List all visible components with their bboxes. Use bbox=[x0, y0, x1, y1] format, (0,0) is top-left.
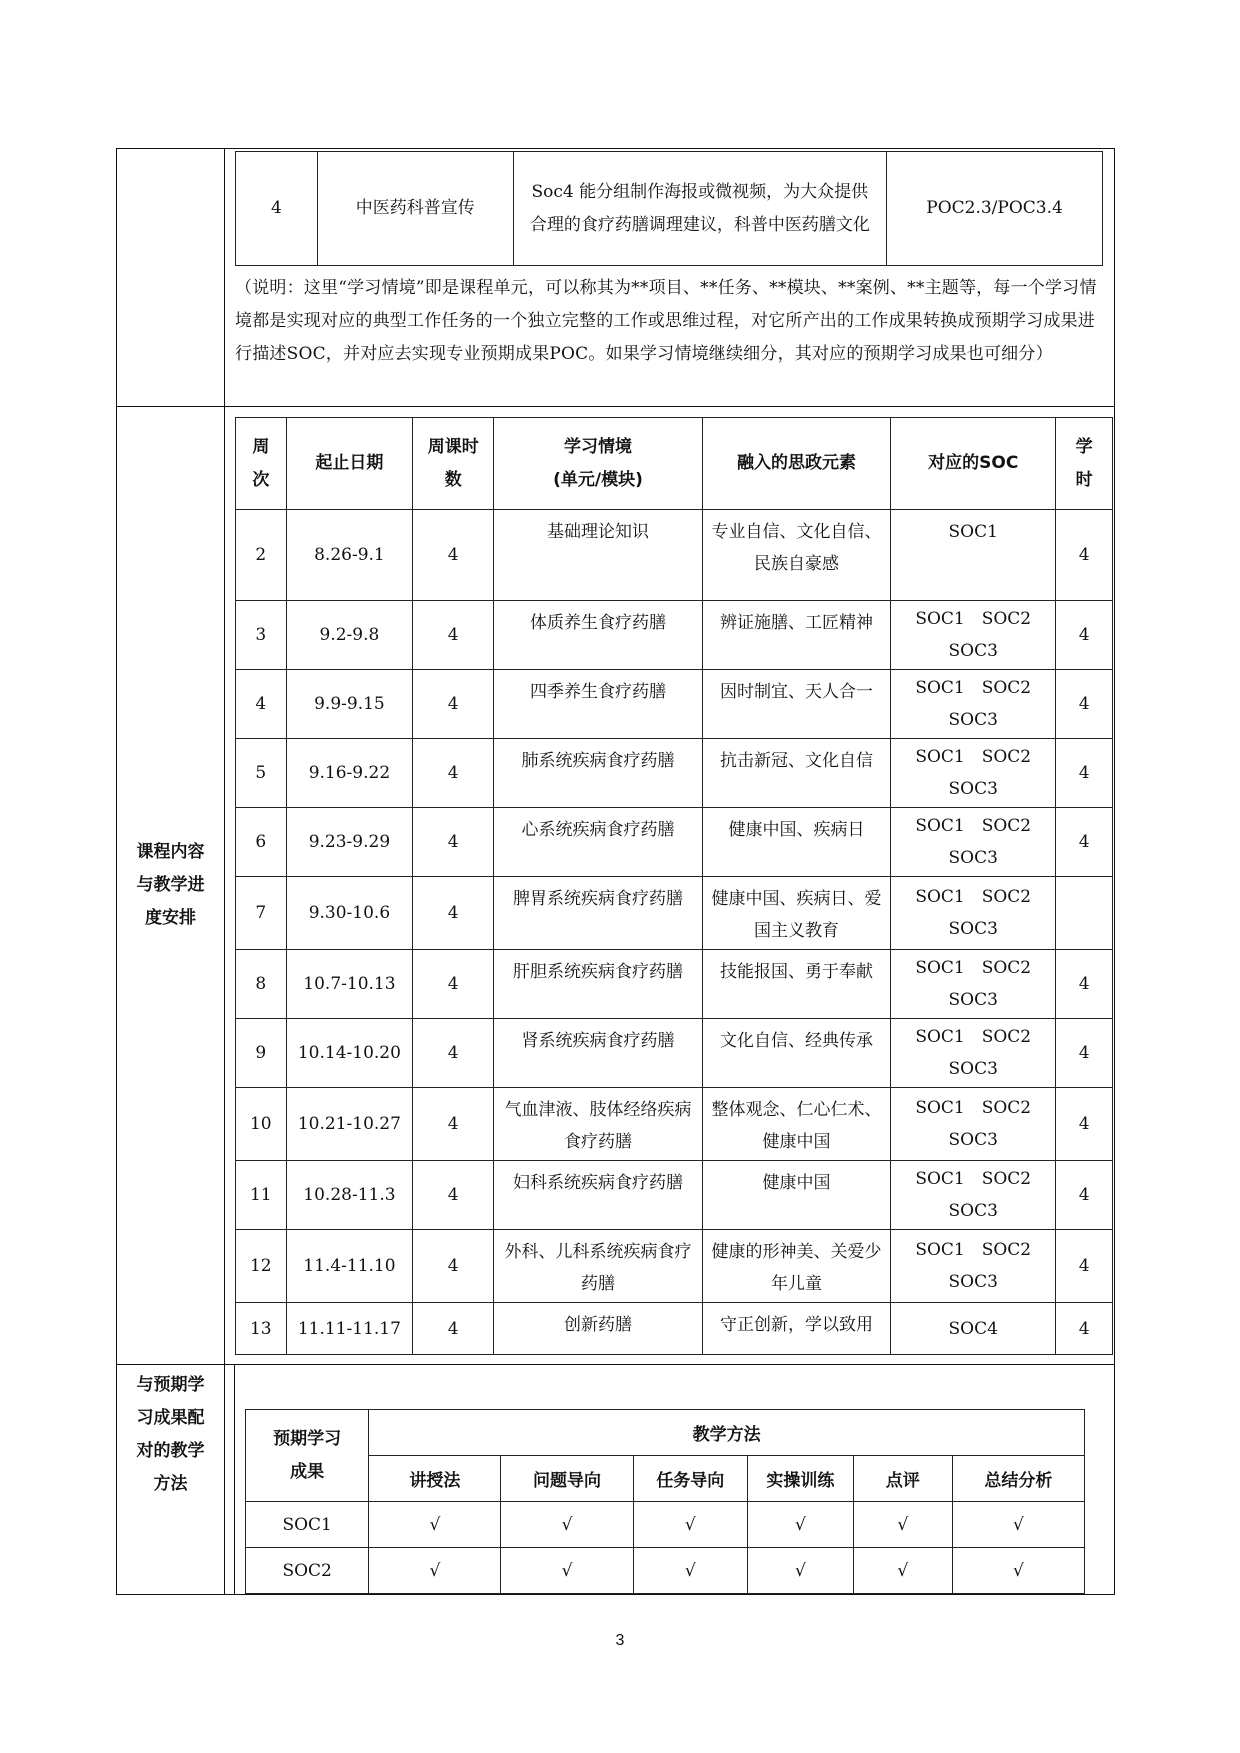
schedule-content bbox=[225, 407, 1115, 1365]
dates-cell: 9.30-10.6 bbox=[286, 877, 413, 950]
check-mark-cell: √ bbox=[853, 1548, 952, 1594]
hours-cell: 4 bbox=[1056, 950, 1113, 1019]
ideology-cell: 健康中国、疾病日 bbox=[702, 808, 890, 877]
soc-cell: SOC1 bbox=[891, 510, 1056, 601]
header-situation bbox=[494, 418, 703, 510]
check-mark-cell: √ bbox=[952, 1548, 1084, 1594]
header-soc: 对应的SOC bbox=[891, 418, 1056, 510]
ideology-cell: 文化自信、经典传承 bbox=[702, 1019, 890, 1088]
dates-cell: 11.11-11.17 bbox=[286, 1303, 413, 1355]
table-row bbox=[246, 1502, 1085, 1548]
situation-cell: 肺系统疾病食疗药膳 bbox=[494, 739, 703, 808]
check-mark-cell: √ bbox=[748, 1502, 854, 1548]
header-ideology: 融入的思政元素 bbox=[702, 418, 890, 510]
situation-no: 4 bbox=[236, 152, 318, 266]
week-cell: 7 bbox=[236, 877, 287, 950]
table-row bbox=[236, 670, 1113, 739]
situation-name: 中医药科普宣传 bbox=[317, 152, 513, 266]
situation-cell: 创新药膳 bbox=[494, 1303, 703, 1355]
hours-cell: 4 bbox=[1056, 1019, 1113, 1088]
gap-cell bbox=[225, 1365, 235, 1595]
methods-table bbox=[245, 1409, 1085, 1594]
hours-per-week-cell: 4 bbox=[413, 1019, 494, 1088]
week-cell: 12 bbox=[236, 1230, 287, 1303]
table-row bbox=[236, 1161, 1113, 1230]
week-cell: 10 bbox=[236, 1088, 287, 1161]
dates-cell: 10.28-11.3 bbox=[286, 1161, 413, 1230]
hours-per-week-cell: 4 bbox=[413, 601, 494, 670]
outcome-cell: SOC1 bbox=[246, 1502, 369, 1548]
header-outcome: 预期学习成果 bbox=[246, 1410, 369, 1502]
section-label-methods bbox=[117, 1365, 225, 1595]
situation-cell: 气血津液、肢体经络疾病食疗药膳 bbox=[494, 1088, 703, 1161]
method-column-header: 任务导向 bbox=[633, 1456, 748, 1502]
situation-poc: POC2.3/POC3.4 bbox=[887, 152, 1103, 266]
table-row bbox=[236, 1230, 1113, 1303]
hours-per-week-cell: 4 bbox=[413, 808, 494, 877]
situation-content bbox=[225, 149, 1115, 407]
soc-cell: SOC1 SOC2 SOC3 bbox=[891, 1161, 1056, 1230]
dates-cell: 9.16-9.22 bbox=[286, 739, 413, 808]
soc-cell: SOC1 SOC2 SOC3 bbox=[891, 601, 1056, 670]
header-hours: 学时 bbox=[1056, 418, 1113, 510]
hours-cell: 4 bbox=[1056, 1230, 1113, 1303]
ideology-cell: 健康中国 bbox=[702, 1161, 890, 1230]
table-row bbox=[236, 1019, 1113, 1088]
hours-cell bbox=[1056, 877, 1113, 950]
hours-per-week-cell: 4 bbox=[413, 670, 494, 739]
situation-cell: 体质养生食疗药膳 bbox=[494, 601, 703, 670]
soc-cell: SOC1 SOC2 SOC3 bbox=[891, 950, 1056, 1019]
page-number: 3 bbox=[615, 1632, 625, 1649]
explanation-note: （说明：这里“学习情境”即是课程单元，可以称其为**项目、**任务、**模块、**案例、**主题等，每一个学习情境都是实现对应的典型工作任务的一个独立完整的工作或思维过程，对它所产出的工作成果转换成预期学习成果进行描述SOC，并对应去实现专业预期成果POC。如果学习情境继续细分，其对应的预期学习成果也可细分） bbox=[235, 278, 1097, 364]
soc-cell: SOC1 SOC2 SOC3 bbox=[891, 1019, 1056, 1088]
table-row bbox=[236, 877, 1113, 950]
situation-cell: 四季养生食疗药膳 bbox=[494, 670, 703, 739]
hours-per-week-cell: 4 bbox=[413, 1161, 494, 1230]
check-mark-cell: √ bbox=[952, 1502, 1084, 1548]
method-column-header: 实操训练 bbox=[748, 1456, 854, 1502]
soc-cell: SOC1 SOC2 SOC3 bbox=[891, 808, 1056, 877]
methods-header-row-2 bbox=[246, 1456, 1085, 1502]
soc-cell: SOC4 bbox=[891, 1303, 1056, 1355]
dates-cell: 9.2-9.8 bbox=[286, 601, 413, 670]
hours-cell: 4 bbox=[1056, 808, 1113, 877]
ideology-cell: 技能报国、勇于奉献 bbox=[702, 950, 890, 1019]
week-cell: 4 bbox=[236, 670, 287, 739]
section-label-schedule bbox=[117, 407, 225, 1365]
situation-cell: 脾胃系统疾病食疗药膳 bbox=[494, 877, 703, 950]
dates-cell: 8.26-9.1 bbox=[286, 510, 413, 601]
methods-content bbox=[235, 1365, 1115, 1595]
hours-cell: 4 bbox=[1056, 1303, 1113, 1355]
table-row bbox=[236, 601, 1113, 670]
situation-cell: 基础理论知识 bbox=[494, 510, 703, 601]
table-row bbox=[236, 1303, 1113, 1355]
header-week: 周次 bbox=[236, 418, 287, 510]
week-cell: 8 bbox=[236, 950, 287, 1019]
situation-table bbox=[235, 151, 1103, 266]
ideology-cell: 整体观念、仁心仁术、健康中国 bbox=[702, 1088, 890, 1161]
hours-cell: 4 bbox=[1056, 670, 1113, 739]
table-row bbox=[236, 1088, 1113, 1161]
week-cell: 11 bbox=[236, 1161, 287, 1230]
hours-per-week-cell: 4 bbox=[413, 1230, 494, 1303]
method-column-header: 讲授法 bbox=[369, 1456, 501, 1502]
method-column-header: 点评 bbox=[853, 1456, 952, 1502]
table-row bbox=[236, 950, 1113, 1019]
situation-cell: 妇科系统疾病食疗药膳 bbox=[494, 1161, 703, 1230]
course-outline-table bbox=[116, 148, 1115, 1595]
ideology-cell: 健康的形神美、关爱少年儿童 bbox=[702, 1230, 890, 1303]
situation-cell: 肾系统疾病食疗药膳 bbox=[494, 1019, 703, 1088]
dates-cell: 9.23-9.29 bbox=[286, 808, 413, 877]
table-row bbox=[236, 808, 1113, 877]
check-mark-cell: √ bbox=[633, 1548, 748, 1594]
schedule-header-row bbox=[236, 418, 1113, 510]
dates-cell: 10.14-10.20 bbox=[286, 1019, 413, 1088]
check-mark-cell: √ bbox=[501, 1502, 633, 1548]
header-situation-line1: 学习情境 bbox=[564, 436, 633, 457]
situation-cell: 心系统疾病食疗药膳 bbox=[494, 808, 703, 877]
hours-cell: 4 bbox=[1056, 1088, 1113, 1161]
week-cell: 13 bbox=[236, 1303, 287, 1355]
soc-cell: SOC1 SOC2 SOC3 bbox=[891, 739, 1056, 808]
soc-cell: SOC1 SOC2 SOC3 bbox=[891, 1230, 1056, 1303]
ideology-cell: 辨证施膳、工匠精神 bbox=[702, 601, 890, 670]
soc-cell: SOC1 SOC2 SOC3 bbox=[891, 670, 1056, 739]
check-mark-cell: √ bbox=[748, 1548, 854, 1594]
hours-cell: 4 bbox=[1056, 739, 1113, 808]
hours-per-week-cell: 4 bbox=[413, 510, 494, 601]
method-column-header: 总结分析 bbox=[952, 1456, 1084, 1502]
check-mark-cell: √ bbox=[633, 1502, 748, 1548]
hours-cell: 4 bbox=[1056, 601, 1113, 670]
ideology-cell: 抗击新冠、文化自信 bbox=[702, 739, 890, 808]
schedule-body bbox=[236, 510, 1113, 1355]
check-mark-cell: √ bbox=[853, 1502, 952, 1548]
table-row bbox=[236, 739, 1113, 808]
check-mark-cell: √ bbox=[501, 1548, 633, 1594]
methods-body bbox=[246, 1502, 1085, 1594]
hours-per-week-cell: 4 bbox=[413, 739, 494, 808]
learning-situation-row bbox=[117, 149, 1115, 407]
ideology-cell: 健康中国、疾病日、爱国主义教育 bbox=[702, 877, 890, 950]
header-hours-per-week: 周课时数 bbox=[413, 418, 494, 510]
methods-header-row-1 bbox=[246, 1410, 1085, 1456]
table-row bbox=[246, 1548, 1085, 1594]
week-cell: 2 bbox=[236, 510, 287, 601]
header-situation-line2: (单元/模块) bbox=[553, 469, 643, 490]
schedule-table bbox=[235, 417, 1113, 1355]
table-row bbox=[236, 510, 1113, 601]
hours-cell: 4 bbox=[1056, 510, 1113, 601]
ideology-cell: 专业自信、文化自信、民族自豪感 bbox=[702, 510, 890, 601]
dates-cell: 10.21-10.27 bbox=[286, 1088, 413, 1161]
section-label-methods-text: 与预期学习成果配对的教学方法 bbox=[136, 1375, 205, 1494]
situation-cell: 外科、儿科系统疾病食疗药膳 bbox=[494, 1230, 703, 1303]
week-cell: 3 bbox=[236, 601, 287, 670]
soc-cell: SOC1 SOC2 SOC3 bbox=[891, 1088, 1056, 1161]
hours-cell: 4 bbox=[1056, 1161, 1113, 1230]
method-column-header: 问题导向 bbox=[501, 1456, 633, 1502]
header-dates: 起止日期 bbox=[286, 418, 413, 510]
methods-row bbox=[117, 1365, 1115, 1595]
check-mark-cell: √ bbox=[369, 1548, 501, 1594]
soc-cell: SOC1 SOC2 SOC3 bbox=[891, 877, 1056, 950]
hours-per-week-cell: 4 bbox=[413, 877, 494, 950]
empty-label-cell bbox=[117, 149, 225, 407]
check-mark-cell: √ bbox=[369, 1502, 501, 1548]
dates-cell: 11.4-11.10 bbox=[286, 1230, 413, 1303]
hours-per-week-cell: 4 bbox=[413, 1303, 494, 1355]
dates-cell: 10.7-10.13 bbox=[286, 950, 413, 1019]
week-cell: 9 bbox=[236, 1019, 287, 1088]
section-label-schedule-text: 课程内容与教学进度安排 bbox=[136, 842, 205, 928]
week-cell: 6 bbox=[236, 808, 287, 877]
outcome-cell: SOC2 bbox=[246, 1548, 369, 1594]
schedule-row bbox=[117, 407, 1115, 1365]
hours-per-week-cell: 4 bbox=[413, 950, 494, 1019]
ideology-cell: 守正创新，学以致用 bbox=[702, 1303, 890, 1355]
week-cell: 5 bbox=[236, 739, 287, 808]
header-methods-group: 教学方法 bbox=[369, 1410, 1085, 1456]
dates-cell: 9.9-9.15 bbox=[286, 670, 413, 739]
hours-per-week-cell: 4 bbox=[413, 1088, 494, 1161]
situation-soc: Soc4 能分组制作海报或微视频，为大众提供合理的食疗药膳调理建议，科普中医药膳文化 bbox=[513, 152, 886, 266]
ideology-cell: 因时制宜、天人合一 bbox=[702, 670, 890, 739]
situation-cell: 肝胆系统疾病食疗药膳 bbox=[494, 950, 703, 1019]
